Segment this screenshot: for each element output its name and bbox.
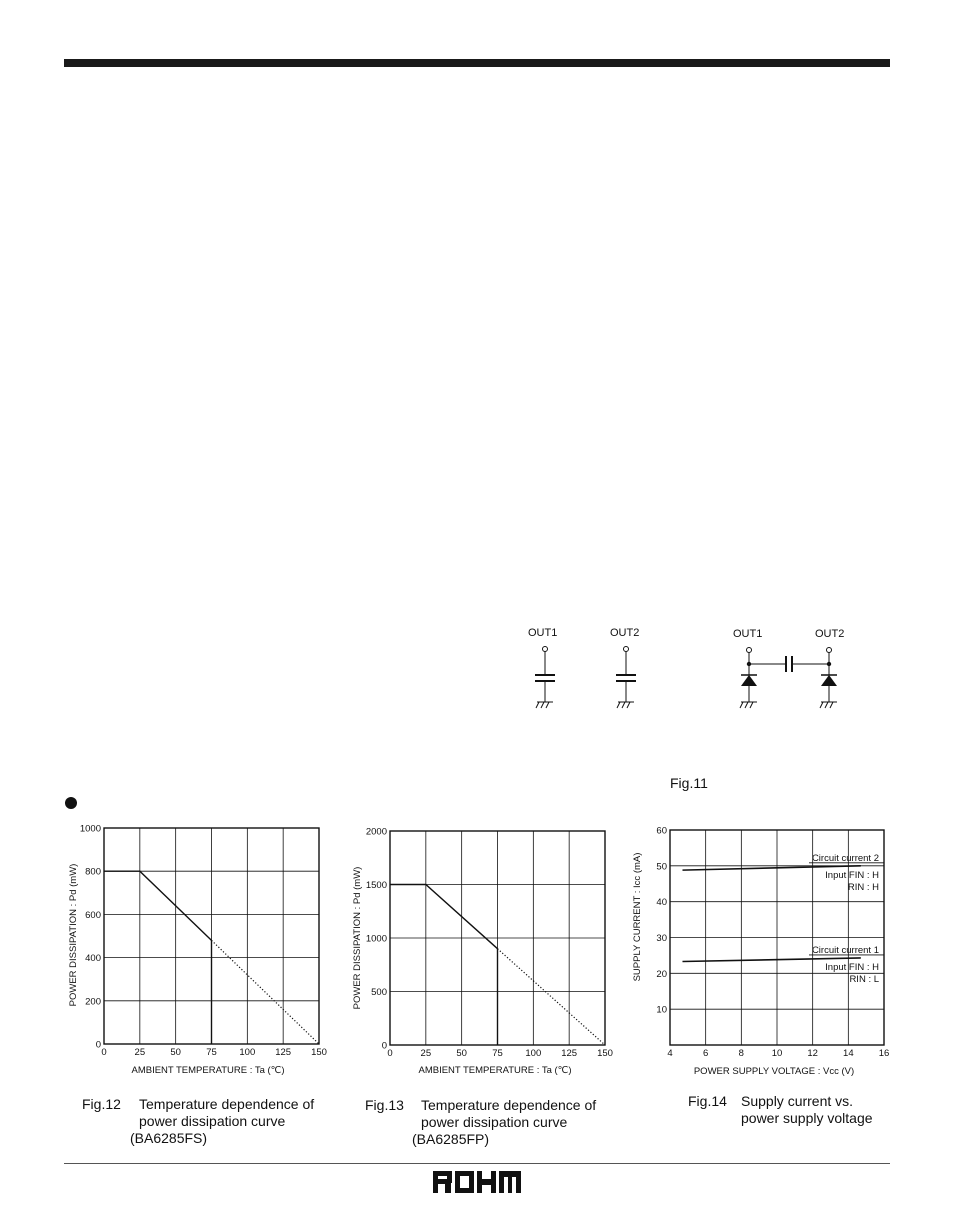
header-rule — [64, 59, 890, 67]
fig12-caption-line1: Temperature dependence of — [139, 1096, 315, 1112]
fig12-x-tick-label: 50 — [170, 1047, 181, 1058]
fig14-series-2-input-1: Input FIN : H — [825, 961, 879, 973]
fig11-right-out1-label: OUT1 — [733, 628, 763, 640]
fig12-y-tick-label: 400 — [85, 953, 101, 965]
fig12-y-tick-label: 200 — [85, 996, 101, 1008]
fig14-series-2-name: Circuit current 1 — [811, 944, 879, 956]
fig11-right-out2-label: OUT2 — [815, 628, 845, 640]
fig11-left-cap2 — [616, 647, 636, 709]
fig12-x-tick-label: 0 — [101, 1047, 107, 1058]
fig14-x-tick-label: 12 — [807, 1048, 818, 1059]
fig13-derating-dotted-line — [498, 949, 606, 1045]
fig12-caption-label: Fig.12 — [82, 1096, 121, 1112]
fig14-y-tick-label: 50 — [656, 861, 667, 873]
fig14-y-axis-label: SUPPLY CURRENT : Icc (mA) — [632, 852, 643, 982]
fig13-x-tick-label: 125 — [561, 1048, 578, 1059]
fig14-y-tick-label: 60 — [656, 825, 667, 837]
fig14-y-tick-label: 20 — [656, 968, 667, 980]
fig12-x-tick-label: 75 — [206, 1047, 217, 1058]
fig14-x-tick-label: 10 — [771, 1048, 783, 1059]
fig12-chart — [60, 815, 335, 1085]
fig14-chart — [625, 815, 900, 1085]
fig14-x-tick-label: 8 — [738, 1048, 744, 1059]
fig12-y-tick-label: 1000 — [79, 823, 101, 835]
fig11-diode1-triangle — [741, 675, 757, 686]
fig11-left-cap1 — [535, 647, 555, 709]
fig11-caption: Fig.11 — [670, 775, 708, 791]
fig11-circuit-diagram — [520, 640, 880, 720]
fig13-x-axis-label: AMBIENT TEMPERATURE : Ta (℃) — [418, 1065, 572, 1076]
fig13-x-tick-label: 25 — [420, 1048, 432, 1059]
fig12-y-tick-label: 800 — [85, 866, 101, 878]
fig13-caption-line2: power dissipation curve — [421, 1114, 568, 1130]
fig11-left-out1-label: OUT1 — [528, 627, 558, 639]
fig13-caption-line3: (BA6285FP) — [412, 1131, 490, 1147]
fig12-derating-dotted-line — [212, 940, 320, 1044]
fig14-x-tick-label: 4 — [667, 1048, 673, 1059]
fig11-junction-dot-2 — [827, 662, 831, 666]
fig13-y-tick-label: 500 — [371, 987, 387, 998]
fig12-x-axis-label: AMBIENT TEMPERATURE : Ta (℃) — [131, 1065, 285, 1076]
fig13-caption-label: Fig.13 — [365, 1097, 404, 1113]
fig12-y-tick-label: 600 — [85, 909, 101, 921]
fig13-x-tick-label: 0 — [387, 1048, 393, 1059]
fig13-caption-line1: Temperature dependence of — [421, 1097, 597, 1113]
fig14-x-tick-label: 14 — [843, 1048, 854, 1059]
fig12-caption-line2: power dissipation curve — [139, 1113, 286, 1129]
fig14-y-tick-label: 30 — [656, 933, 667, 944]
fig14-series-2-input-2: RIN : L — [849, 973, 879, 985]
fig13-y-axis-label: POWER DISSIPATION : Pd (mW) — [352, 866, 363, 1010]
fig14-series-1-input-1: Input FIN : H — [825, 869, 879, 881]
fig11-coupling-cap — [749, 656, 829, 672]
fig12-y-axis-label: POWER DISSIPATION : Pd (mW) — [68, 863, 79, 1007]
fig12-x-tick-label: 100 — [239, 1047, 256, 1058]
fig14-y-tick-label: 40 — [656, 897, 667, 909]
fig12-derating-solid-line — [104, 871, 212, 940]
fig13-x-tick-label: 75 — [492, 1048, 503, 1059]
section-bullet — [65, 797, 77, 809]
fig14-y-tick-label: 10 — [656, 1004, 667, 1016]
fig11-left-out2-label: OUT2 — [610, 627, 640, 639]
fig12-x-tick-label: 25 — [134, 1047, 146, 1058]
fig12-x-tick-label: 150 — [311, 1047, 327, 1058]
fig14-x-tick-label: 16 — [878, 1048, 890, 1059]
fig13-x-tick-label: 150 — [597, 1048, 613, 1059]
fig13-y-tick-label: 1000 — [365, 933, 387, 945]
fig13-derating-solid-line — [390, 885, 498, 949]
fig13-y-tick-label: 1500 — [365, 880, 387, 891]
fig13-y-tick-label: 2000 — [365, 826, 387, 838]
rohm-logo — [433, 1171, 521, 1193]
fig12-caption-line3: (BA6285FS) — [130, 1130, 208, 1146]
fig14-series-1-name: Circuit current 2 — [811, 852, 879, 864]
fig14-x-tick-label: 6 — [703, 1048, 709, 1059]
fig14-series-1-input-2: RIN : H — [847, 881, 879, 893]
fig11-diode2-triangle — [821, 675, 837, 686]
fig14-x-axis-label: POWER SUPPLY VOLTAGE : Vcc (V) — [693, 1066, 855, 1077]
fig14-caption-line2: power supply voltage — [741, 1110, 873, 1126]
fig13-chart — [345, 815, 620, 1085]
fig12-x-tick-label: 125 — [275, 1047, 292, 1058]
fig13-y-tick-label: 0 — [381, 1040, 387, 1052]
fig13-x-tick-label: 100 — [525, 1048, 542, 1059]
fig12-y-tick-label: 0 — [95, 1039, 101, 1051]
fig11-junction-dot-1 — [747, 662, 751, 666]
footer-rule — [64, 1163, 890, 1164]
fig14-caption-label: Fig.14 — [688, 1093, 727, 1109]
fig14-caption-line1: Supply current vs. — [741, 1093, 854, 1109]
fig13-x-tick-label: 50 — [456, 1048, 467, 1059]
